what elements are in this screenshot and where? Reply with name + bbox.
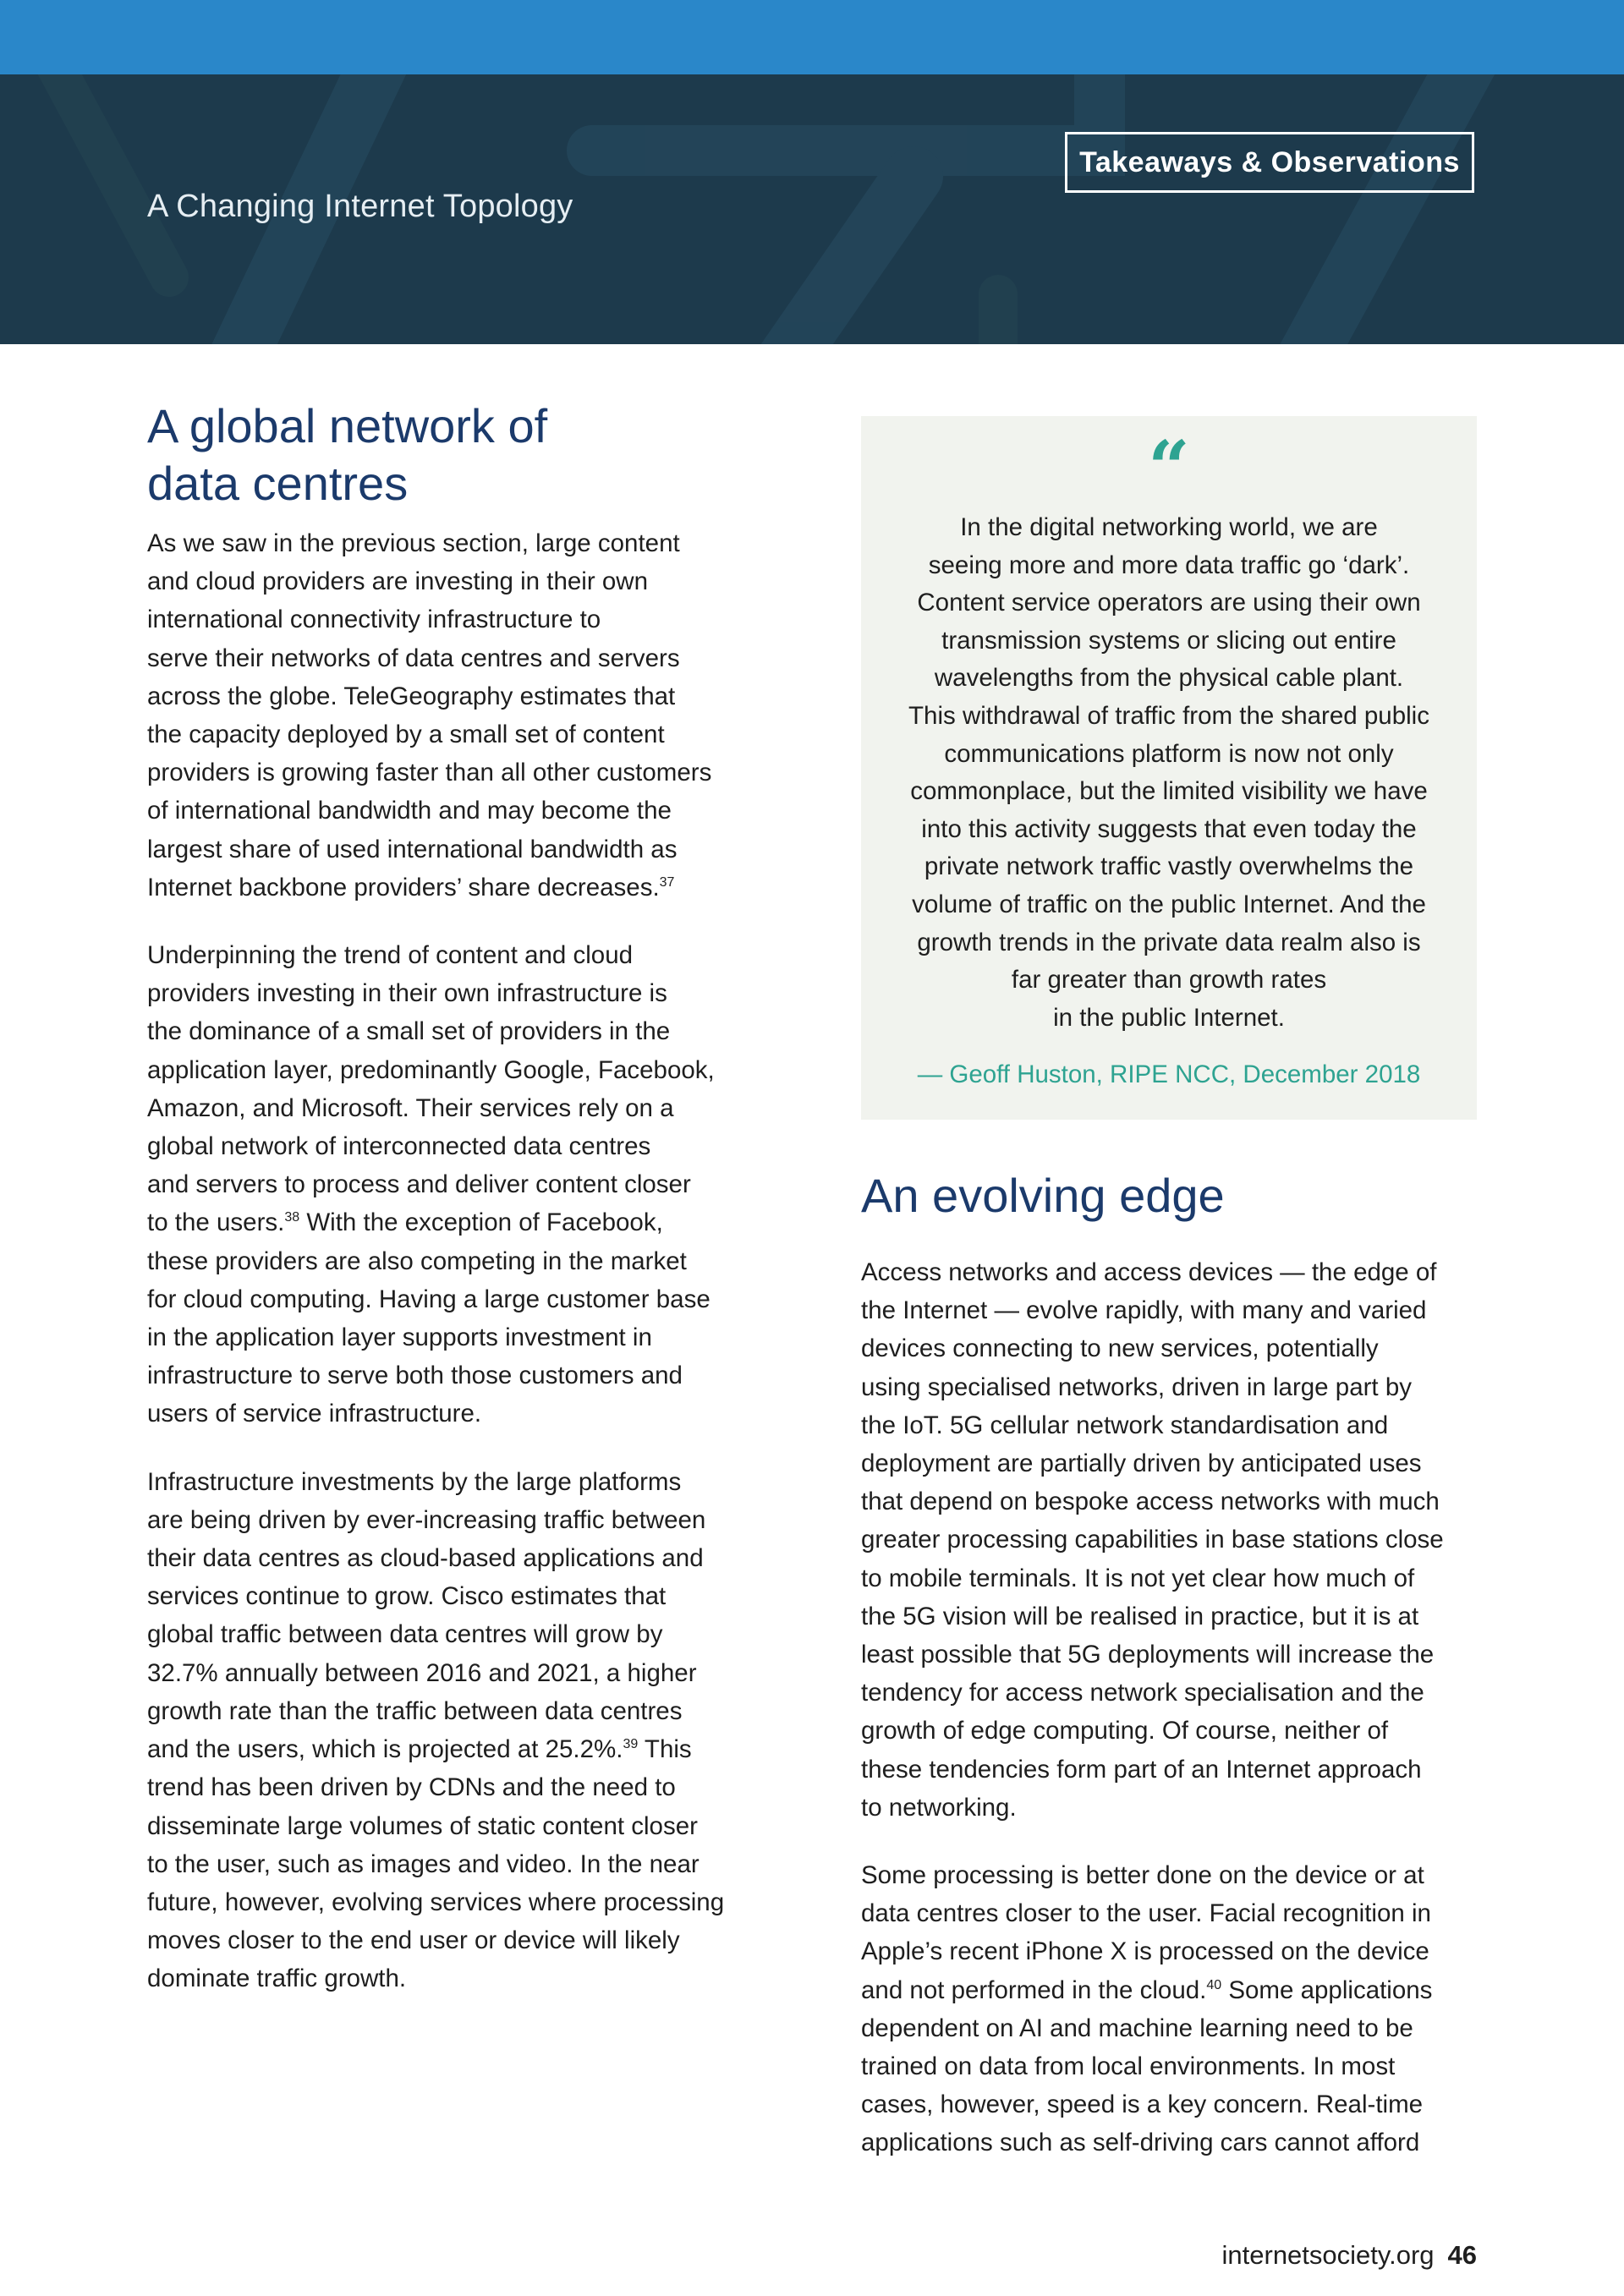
takeaways-tag: Takeaways & Observations	[1065, 132, 1474, 193]
paragraph	[147, 524, 773, 907]
footer-site-link[interactable]: internetsociety.org	[1221, 2240, 1435, 2270]
decor-stroke	[761, 176, 914, 344]
paragraph	[147, 1463, 773, 1998]
page-footer	[1222, 2240, 1477, 2271]
paragraph-text: Infrastructure investments by the large platforms are being driven by ever-increasing traffic between their data centres as cloud-based applications and services continue to grow. Cisco estimates that global traffic between data centres will grow by 32.7% annually between 2016 and 2021, a higher growth rate than the traffic between data centres and the users, which is projected at 25.2%.	[147, 1467, 706, 1764]
decor-stroke	[51, 74, 169, 277]
heading-global-network: A global network of data centres	[147, 399, 548, 510]
footnote-ref: 39	[623, 1737, 639, 1752]
decor-stroke	[1286, 74, 1489, 344]
decor-stroke	[592, 74, 1100, 151]
top-accent-strip	[0, 0, 1624, 74]
paragraph-text: Underpinning the trend of content and cloud providers investing in their own infrastructure is the dominance of a small set of providers in the application layer, predominantly Google, Facebook, Amazon, and Microsoft. Their services rely on a global network of interconnected data centres and servers to process and deliver content closer to the users.	[147, 941, 715, 1237]
paragraph-text: Some processing is better done on the device or at data centres closer to the user. Facial recognition in Apple’s recent iPhone X is processed on the device and not performed in the cloud.	[861, 1861, 1431, 2004]
left-column	[147, 397, 773, 1998]
quote-attribution: — Geoff Huston, RIPE NCC, December 2018	[917, 1060, 1421, 1088]
paragraph	[147, 936, 773, 1433]
paragraph	[861, 1856, 1477, 2162]
paragraph-text: This trend has been driven by CDNs and the need to disseminate large volumes of static content closer to the user, such as images and video. In the near future, however, evolving services where processing moves closer to the end user or device will likely dominate traffic growth.	[147, 1735, 725, 1993]
section-title: A Changing Internet Topology	[147, 189, 573, 224]
quote-text: In the digital networking world, we are seeing more and more data traffic go ‘dark’. Content service operators are using their own transmission systems or slicing out entire wavelengths from the physical cable plant. This withdrawal of traffic from the shared public communications platform is now not only commonplace, but the limited visibility we have into this activity suggests that even today the private network traffic vastly overwhelms the volume of traffic on the public Internet. And the growth trends in the private data realm also is far greater than growth rates in the public Internet.	[908, 513, 1429, 1032]
footnote-ref: 37	[659, 875, 675, 890]
right-column	[861, 1167, 1477, 2162]
paragraph-text: Access networks and access devices — the edge of the Internet — evolve rapidly, with many and varied devices connecting to new services, potentially using specialised networks, driven in large part by the IoT. 5G cellular network standardisation and deployment are partially driven by anticipated uses that depend on bespoke access networks with much greater processing capabilities in base stations close to mobile terminals. It is not yet clear how much of the 5G vision will be realised in practice, but it is at least possible that 5G deployments will increase the tendency for access network specialisation and the growth of edge computing. Of course, neither of these tendencies form part of an Internet approach to networking.	[861, 1258, 1444, 1822]
quote-mark-icon: “	[1148, 425, 1190, 511]
heading-evolving-edge: An evolving edge	[861, 1169, 1225, 1222]
pull-quote-box	[861, 416, 1477, 1120]
paragraph-text: As we saw in the previous section, large content and cloud providers are investing in their own international connectivity infrastructure to serve their networks of data centres and servers across the globe. TeleGeography estimates that the capacity deployed by a small set of content providers is growing faster than all other customers of international bandwidth and may become the largest share of used international bandwidth as Internet backbone providers’ share decreases.	[147, 529, 712, 901]
page-number: 46	[1447, 2240, 1477, 2270]
paragraph	[861, 1253, 1477, 1827]
footnote-ref: 38	[284, 1210, 300, 1225]
footnote-ref: 40	[1206, 1977, 1222, 1992]
paragraph-text: Some applications dependent on AI and machine learning need to be trained on data from local environments. In most cases, however, speed is a key concern. Real-time applications such as self-driving cars cannot afford	[861, 1975, 1433, 2157]
paragraph-text: With the exception of Facebook, these providers are also competing in the market for cloud computing. Having a large customer base in the application layer supports investment in infrastructure to serve both those customers and users of service infrastructure.	[147, 1208, 710, 1428]
header-band	[0, 74, 1624, 344]
